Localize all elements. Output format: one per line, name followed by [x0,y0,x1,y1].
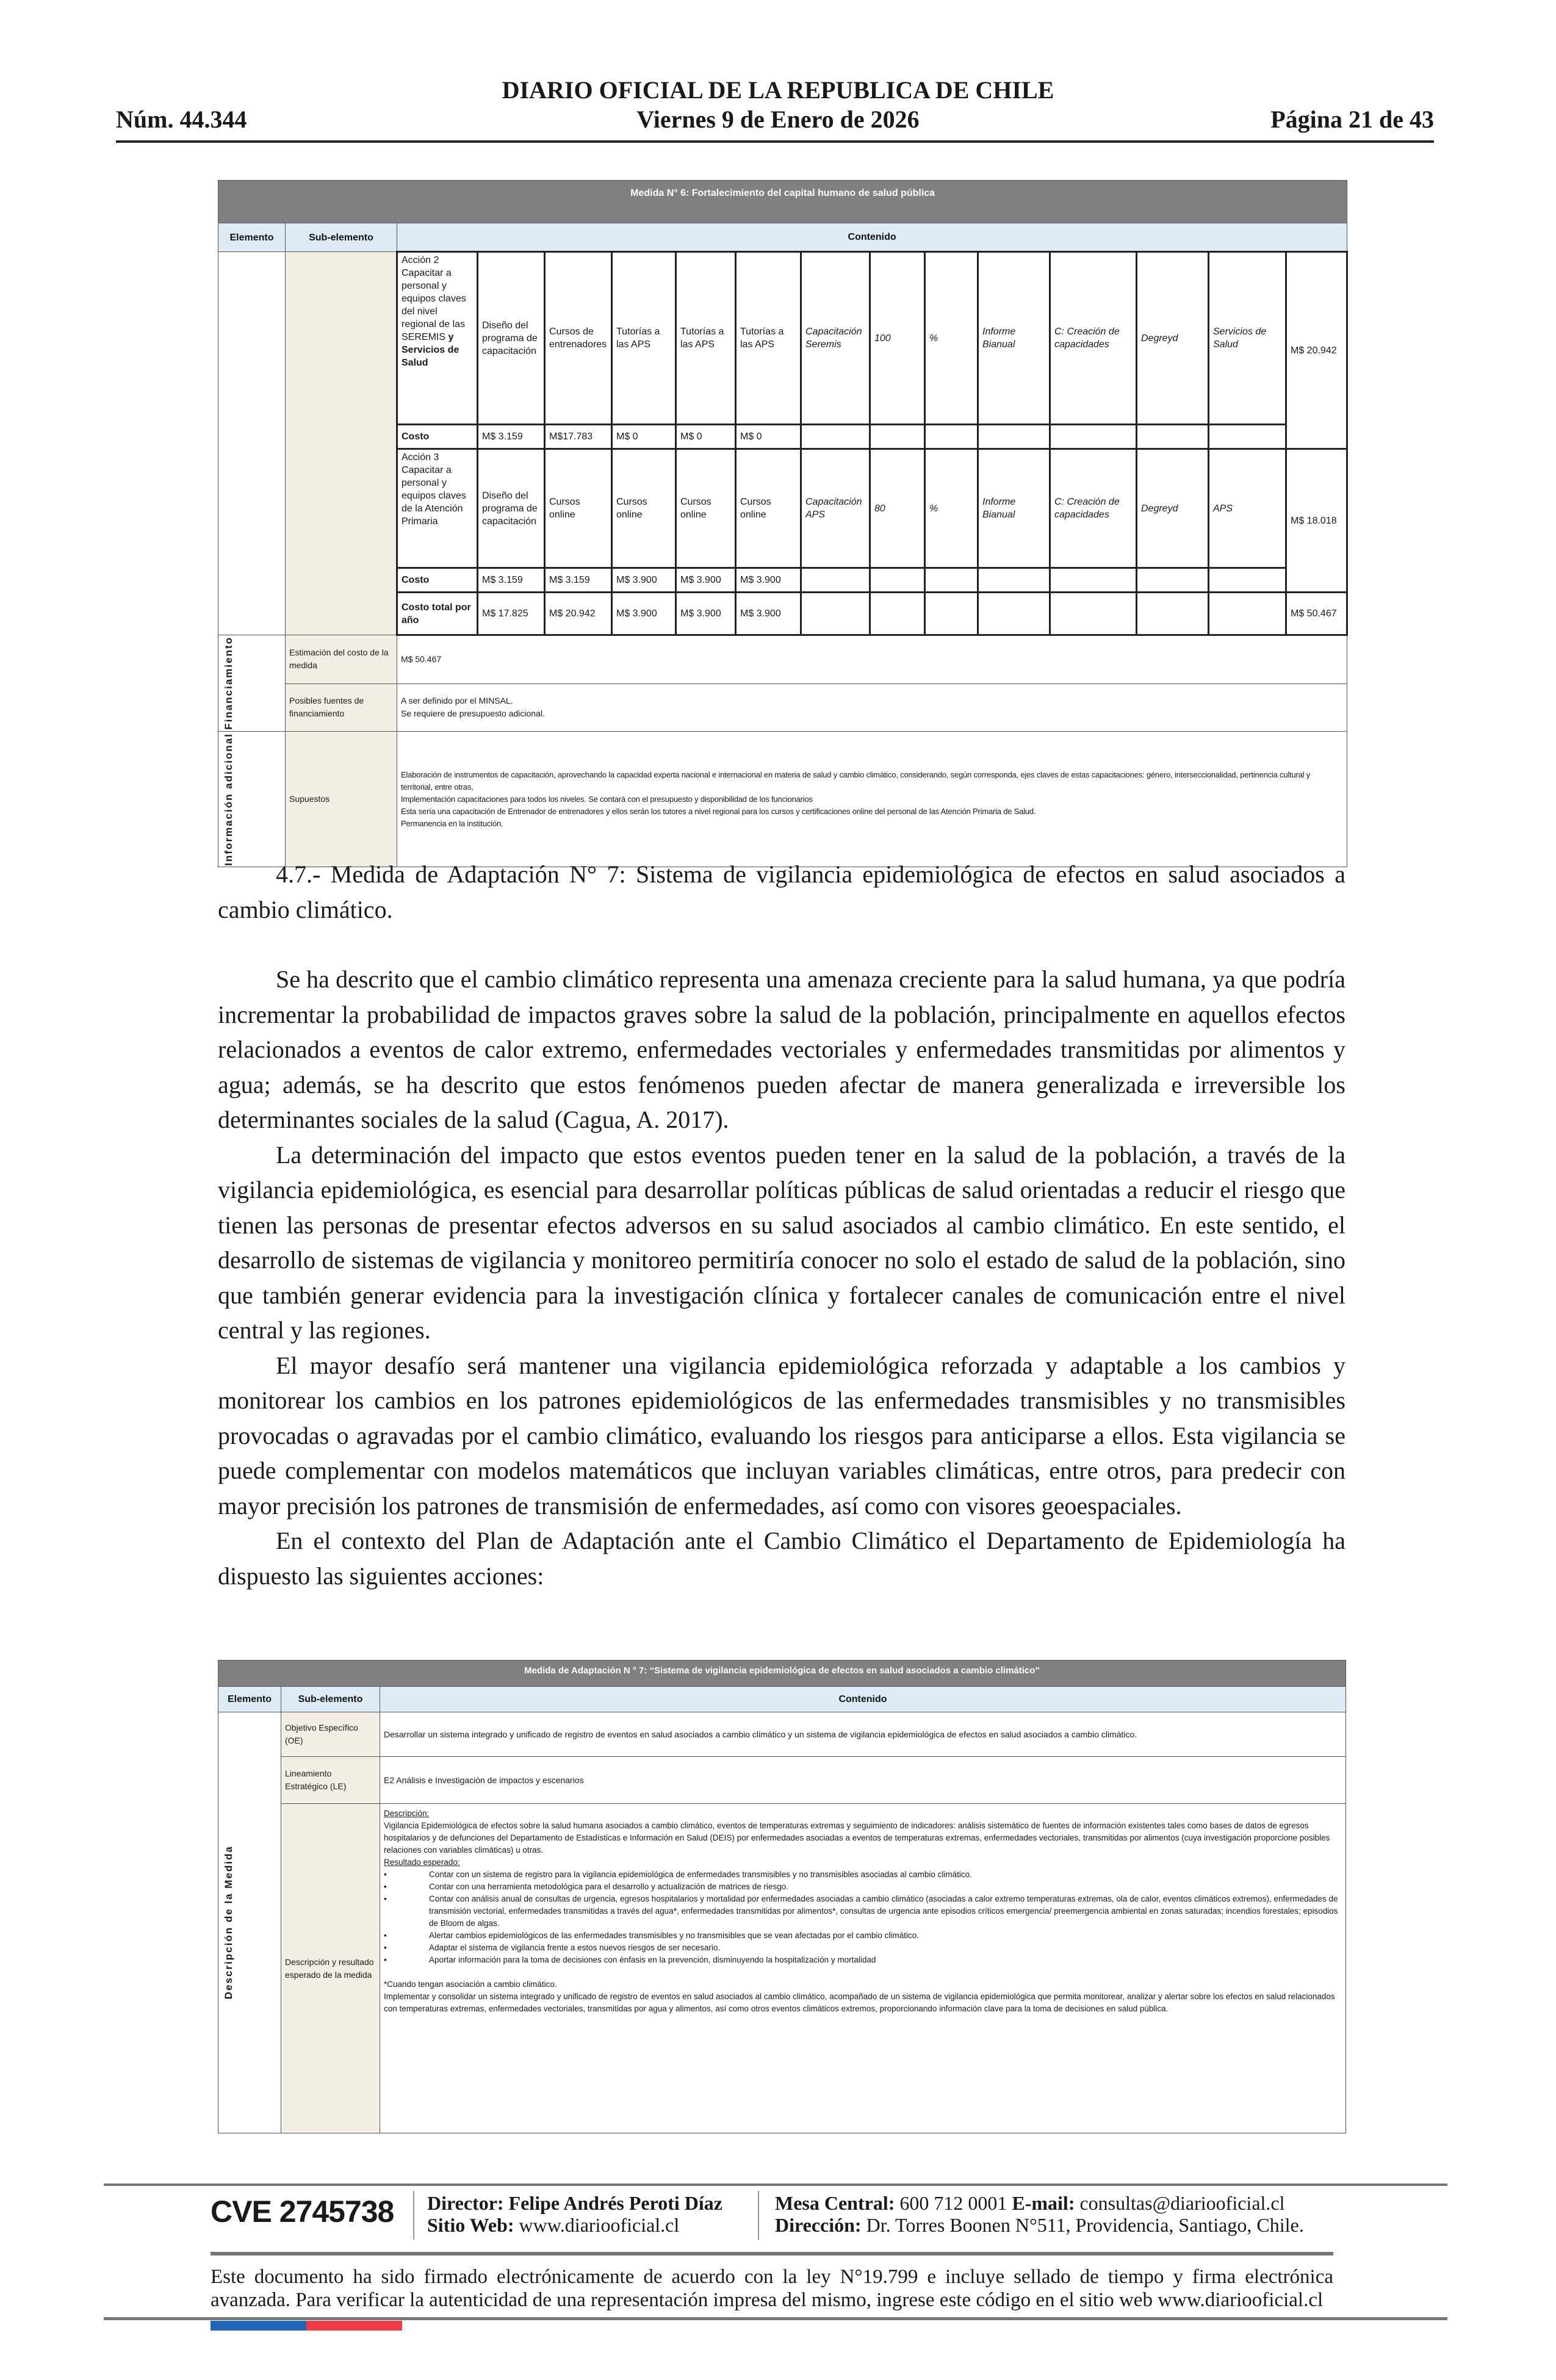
action-cell: Informe Bianual [978,252,1050,425]
action-cell: Capacitación Seremis [801,252,870,425]
element-label: Descripción de la Medida [223,1845,234,2000]
action-cell: Capacitación APS [801,449,870,568]
column-header-contenido: Contenido [397,223,1347,252]
director-block [427,2192,722,2236]
cost-cell: M$17.783 [545,425,612,449]
action-cell: Cursos online [545,449,612,568]
paragraph: En el contexto del Plan de Adaptación ante el Cambio Climático el Departamento de Epidemiología ha dispuesto las siguientes acciones: [218,1527,1345,1590]
action-cell: Cursos online [736,449,801,568]
cost-label: Costo [397,425,478,449]
action-cell: Degreyd [1137,252,1209,425]
result-text: Alertar cambios epidemiológicos de las enfermedades transmisibles y no transmisibles que se vean afectadas por el cambio climático. [429,1931,919,1940]
action-cell: Informe Bianual [978,449,1050,568]
result-item [384,1893,1342,1930]
result-item [384,1930,1342,1942]
section-heading [218,857,1345,927]
result-item [384,1881,1342,1893]
result-text: Adaptar el sistema de vigilancia frente a estos nuevos riesgos de ser necesario. [429,1943,721,1952]
column-header-elemento: Elemento [218,1687,281,1712]
result-item [384,1942,1342,1954]
email-label: E-mail: [1012,2192,1075,2214]
bullet-icon: • [384,1894,387,1903]
newspaper-title: DIARIO OFICIAL DE LA REPUBLICA DE CHILE [502,76,1054,104]
result-item [384,1869,1342,1881]
cost-label: Costo [397,568,478,593]
subelement-supuestos: Supuestos [286,731,397,867]
oe-value: Desarrollar un sistema integrado y unificado de registro de eventos en salud asociados a cambio climático y un sistema de vigilancia epidemiológica de efectos en salud asociados a cambio climático. [380,1712,1346,1757]
paragraph: El mayor desafío será mantener una vigilancia epidemiológica reforzada y adaptable a los cambios y monitorear los cambios en los patrones epidemiológicos de las enfermedades transmisibles y no transmisibles provocadas o agravadas por el cambio climático, evaluando los riesgos para anticiparse a ellos. Esta vigilancia se puede complementar con modelos matemáticos que incluyan variables climáticas, entre otros, para predecir con mayor precisión los patrones de transmisión de enfermedades, así como con visores geoespaciales. [218,1351,1345,1520]
director-name: Felipe Andrés Peroti Díaz [508,2192,722,2214]
web-label: Sitio Web: [427,2214,514,2236]
medida-6-table [218,180,1348,867]
supuesto-line: Permanencia en la institución. [401,818,503,828]
action-label [397,252,478,425]
total-cell: M$ 3.900 [736,593,801,635]
cost-cell: M$ 3.159 [478,568,545,593]
action-cell: Tutorías a las APS [676,252,736,425]
action-cell: Servicios de Salud [1209,252,1286,425]
action-cell: Tutorías a las APS [612,252,676,425]
cost-cell: M$ 3.159 [478,425,545,449]
cost-cell [1050,425,1137,449]
bullet-icon: • [384,1943,387,1952]
result-text: Aportar información para la toma de decisiones con énfasis en la prevención, disminuyendo la hospitalización y mortalidad [429,1955,876,1964]
element-info-adicional [218,731,286,867]
descripcion-value [380,1804,1346,2133]
footer-divider-bottom [104,2317,1447,2320]
bullet-icon: • [384,1931,387,1940]
cve-code: CVE 2745738 [211,2194,394,2229]
element-financiamiento [218,635,286,732]
column-header-elemento: Elemento [218,223,286,252]
total-cell [1209,593,1286,635]
cost-cell: M$ 3.900 [612,568,676,593]
section-heading-text: 4.7.- Medida de Adaptación N° 7: Sistema de vigilancia epidemiológica de efectos en salud asociados a cambio climático. [218,860,1345,923]
element-label: Financiamiento [223,636,234,730]
action-total: M$ 18.018 [1286,449,1347,593]
email-link[interactable]: consultas@diariooficial.cl [1079,2192,1285,2214]
fuentes-value [397,683,1347,731]
cost-cell [925,568,978,593]
issue-date: Viernes 9 de Enero de 2026 [636,106,920,133]
action-cell: % [925,449,978,568]
cost-cell: M$ 3.900 [736,568,801,593]
address-label: Dirección: [775,2214,862,2236]
column-header-subelemento: Sub-elemento [286,223,397,252]
bullet-icon: • [384,1955,387,1964]
total-cell: M$ 17.825 [478,593,545,635]
table-title: Medida N° 6: Fortalecimiento del capital humano de salud pública [218,181,1347,223]
paragraph: Se ha descrito que el cambio climático representa una amenaza creciente para la salud humana, ya que podría incrementar la probabilidad de impactos graves sobre la salud de la población, principalmente en aquellos efectos relacionados a eventos de calor extremo, enfermedades vectoriales y enfermedades transmitidas por alimentos y agua; además, se ha descrito que estos fenómenos pueden afectar de manera generalizada e irreversible los determinantes sociales de la salud (Cagua, A. 2017). [218,965,1345,1133]
total-cell: M$ 20.942 [545,593,612,635]
action-cell: 100 [870,252,925,425]
address: Dr. Torres Boonen N°511, Providencia, Santiago, Chile. [866,2214,1304,2236]
action-cell: Cursos online [676,449,736,568]
subelement-le: Lineamiento Estratégico (LE) [281,1757,380,1804]
cost-cell [1209,568,1286,593]
subelement-cell [286,252,397,635]
estimacion-value: M$ 50.467 [397,635,1347,684]
action-label-bold: y Servicios de Salud [402,332,459,368]
action-cell: Diseño del programa de capacitación [478,449,545,568]
result-item [384,1954,1342,1966]
action-cell: Tutorías a las APS [736,252,801,425]
supuesto-line: Elaboración de instrumentos de capacitación, aprovechando la capacidad experta nacional e internacional en materia de salud y cambio climático, considerando, según corresponda, ejes claves de estas capacitaciones: género, interseccionalidad, pertinencia cultural y territorial, entre otras, [401,770,1311,792]
action-label-text: Acción 2 Capacitar a personal y equipos claves del nivel regional de las SEREMIS [402,255,466,342]
action-label-text: Acción 3 Capacitar a personal y equipos claves de la Atención Primaria [402,452,466,527]
footer-divider-mid [211,2252,1333,2256]
contact-block [775,2192,1304,2236]
result-text: Contar con una herramienta metodológica para el desarrollo y actualización de matrices de riesgo. [429,1882,789,1891]
action-total: M$ 20.942 [1286,252,1347,449]
total-cell [925,593,978,635]
director-label: Director: [427,2192,504,2214]
footer-separator [758,2191,759,2240]
grand-total: M$ 50.467 [1286,593,1347,635]
subelement-descripcion: Descripción y resultado esperado de la medida [281,1804,380,2133]
header-divider [116,140,1434,143]
action-label [397,449,478,568]
subelement-estimacion: Estimación del costo de la medida [286,635,397,684]
cost-cell: M$ 3.900 [676,568,736,593]
footer-separator [413,2191,414,2240]
result-text: Contar con análisis anual de consultas de urgencia, egresos hospitalarios y mortalidad por enfermedades asociadas a cambio climático (asociadas a calor extremo temperaturas extremas, ola de calor, eventos climáticos extremos), enfermedades de transmisión vectorial, enfermedades transmitidas a través del agua*, enfermedades transmitidas por alimentos*, consultas de urgencia ante episodios críticos emergencia/ preemergencia ambiental en zonas saturadas; incendios forestales; episodios de Bloom de algas. [429,1894,1338,1928]
cost-cell [1209,425,1286,449]
cost-cell: M$ 3.159 [545,568,612,593]
action-cell: C: Creación de capacidades [1050,252,1137,425]
medida-7-table [218,1660,1346,2133]
action-cell: Cursos de entrenadores [545,252,612,425]
action-cell: Diseño del programa de capacitación [478,252,545,425]
cost-cell [801,568,870,593]
cost-cell [801,425,870,449]
paragraph: La determinación del impacto que estos eventos pueden tener en la salud de la población, a través de la vigilancia epidemiológica, es esencial para desarrollar políticas públicas de salud orientadas a reducir el riesgo que tienen las personas de presentar efectos adversos en su salud asociados al cambio climático. En este sentido, el desarrollo de sistemas de vigilancia y monitoreo permitiría conocer no solo el estado de salud de la población, sino que también generar evidencia para la investigación clínica y fortalecer canales de comunicación entre el nivel central y las regiones. [218,1141,1345,1344]
mesa-label: Mesa Central: [775,2192,895,2214]
action-cell: 80 [870,449,925,568]
fuentes-line: Se requiere de presupuesto adicional. [401,709,545,719]
cost-cell [978,425,1050,449]
footnote: *Cuando tengan asociación a cambio climático. [384,1980,557,1989]
supuesto-line: Implementación capacitaciones para todos los niveles. Se contará con el presupuesto y disponibilidad de los funcionarios [401,794,813,804]
total-cell [1050,593,1137,635]
column-header-subelemento: Sub-elemento [281,1687,380,1712]
element-descripcion [218,1712,281,2133]
table-title: Medida de Adaptación N ° 7: “Sistema de vigilancia epidemiológica de efectos en salud asociados a cambio climático” [218,1661,1346,1687]
cost-cell: M$ 0 [676,425,736,449]
total-label: Costo total por año [397,593,478,635]
subelement-fuentes: Posibles fuentes de financiamiento [286,683,397,731]
total-cell: M$ 3.900 [612,593,676,635]
bullet-icon: • [384,1870,387,1879]
resultado-heading: Resultado esperado: [384,1858,460,1867]
descripcion-text: Vigilancia Epidemiológica de efectos sobre la salud humana asociados a cambio climático, eventos de temperaturas extremas y seguimiento de indicadores: análisis sistemático de fuentes de información existentes tales como bases de datos de egresos hospitalarios y de defunciones del Departamento de Estadísticas e Información en Salud (DEIS) por enfermedades asociadas a eventos de temperaturas extremas, enfermedades vectoriales, transmitidas por alimentos (cuya investigación proporcione posibles relaciones con variables climáticas) u otras. [384,1821,1330,1855]
body-paragraphs [218,962,1345,1593]
element-cell [218,252,286,635]
page-number: Página 21 de 43 [1270,106,1434,133]
issue-number: Núm. 44.344 [116,106,247,133]
subelement-oe: Objetivo Específico (OE) [281,1712,380,1757]
total-cell: M$ 3.900 [676,593,736,635]
cost-cell: M$ 0 [612,425,676,449]
result-text: Contar con un sistema de registro para la vigilancia epidemiológica de enfermedades transmisibles y no transmisibles asociadas al cambio climático. [429,1870,972,1879]
action-cell: APS [1209,449,1286,568]
cost-cell [925,425,978,449]
resultado-list [384,1869,1342,1966]
cost-cell [870,425,925,449]
cost-cell [1137,425,1209,449]
descripcion-heading: Descripción: [384,1809,430,1818]
mesa-phone: 600 712 0001 [899,2192,1007,2214]
web-link[interactable]: www.diariooficial.cl [519,2214,680,2236]
flag-stripe-red [306,2321,402,2331]
flag-stripe-blue [211,2321,306,2331]
column-header-contenido: Contenido [380,1687,1346,1712]
footer-divider-top [104,2183,1447,2186]
action-cell: Degreyd [1137,449,1209,568]
total-cell [870,593,925,635]
cost-cell [870,568,925,593]
element-label: Información adicional [223,732,234,866]
cost-cell [978,568,1050,593]
bullet-icon: • [384,1882,387,1891]
le-value: E2 Análisis e Investigación de impactos y escenarios [380,1757,1346,1804]
total-cell [1137,593,1209,635]
supuesto-line: Esta sería una capacitación de Entrenador de entrenadores y ellos serán los tutores a nivel regional para los cursos y certificaciones online del personal de las Atención Primaria de Salud. [401,806,1036,816]
total-cell [978,593,1050,635]
supuestos-value [397,731,1347,867]
cost-cell: M$ 0 [736,425,801,449]
cost-cell [1137,568,1209,593]
closing-text: Implementar y consolidar un sistema integrado y unificado de registro de eventos en salud asociados al cambio climático, acompañado de un sistema de vigilancia epidemiológica que permita monitorear, analizar y alertar sobre los efectos en salud relacionados con temperaturas extremas, enfermedades vectoriales, transmitidas por agua y alimentos, así como otros eventos climáticos extremos, proporcionando información clave para la toma de decisiones en salud pública. [384,1992,1335,2013]
action-cell: % [925,252,978,425]
fuentes-line: A ser definido por el MINSAL. [401,696,513,706]
action-row [218,252,1347,425]
total-cell [801,593,870,635]
action-cell: Cursos online [612,449,676,568]
cost-cell [1050,568,1137,593]
actions-body [218,252,1347,635]
disclaimer: Este documento ha sido firmado electrónicamente de acuerdo con la ley N°19.799 e incluye sellado de tiempo y firma electrónica avanzada. Para verificar la autenticidad de una representación impresa del mismo, ingrese este código en el sitio web www.diariooficial.cl [211,2266,1333,2311]
action-cell: C: Creación de capacidades [1050,449,1137,568]
